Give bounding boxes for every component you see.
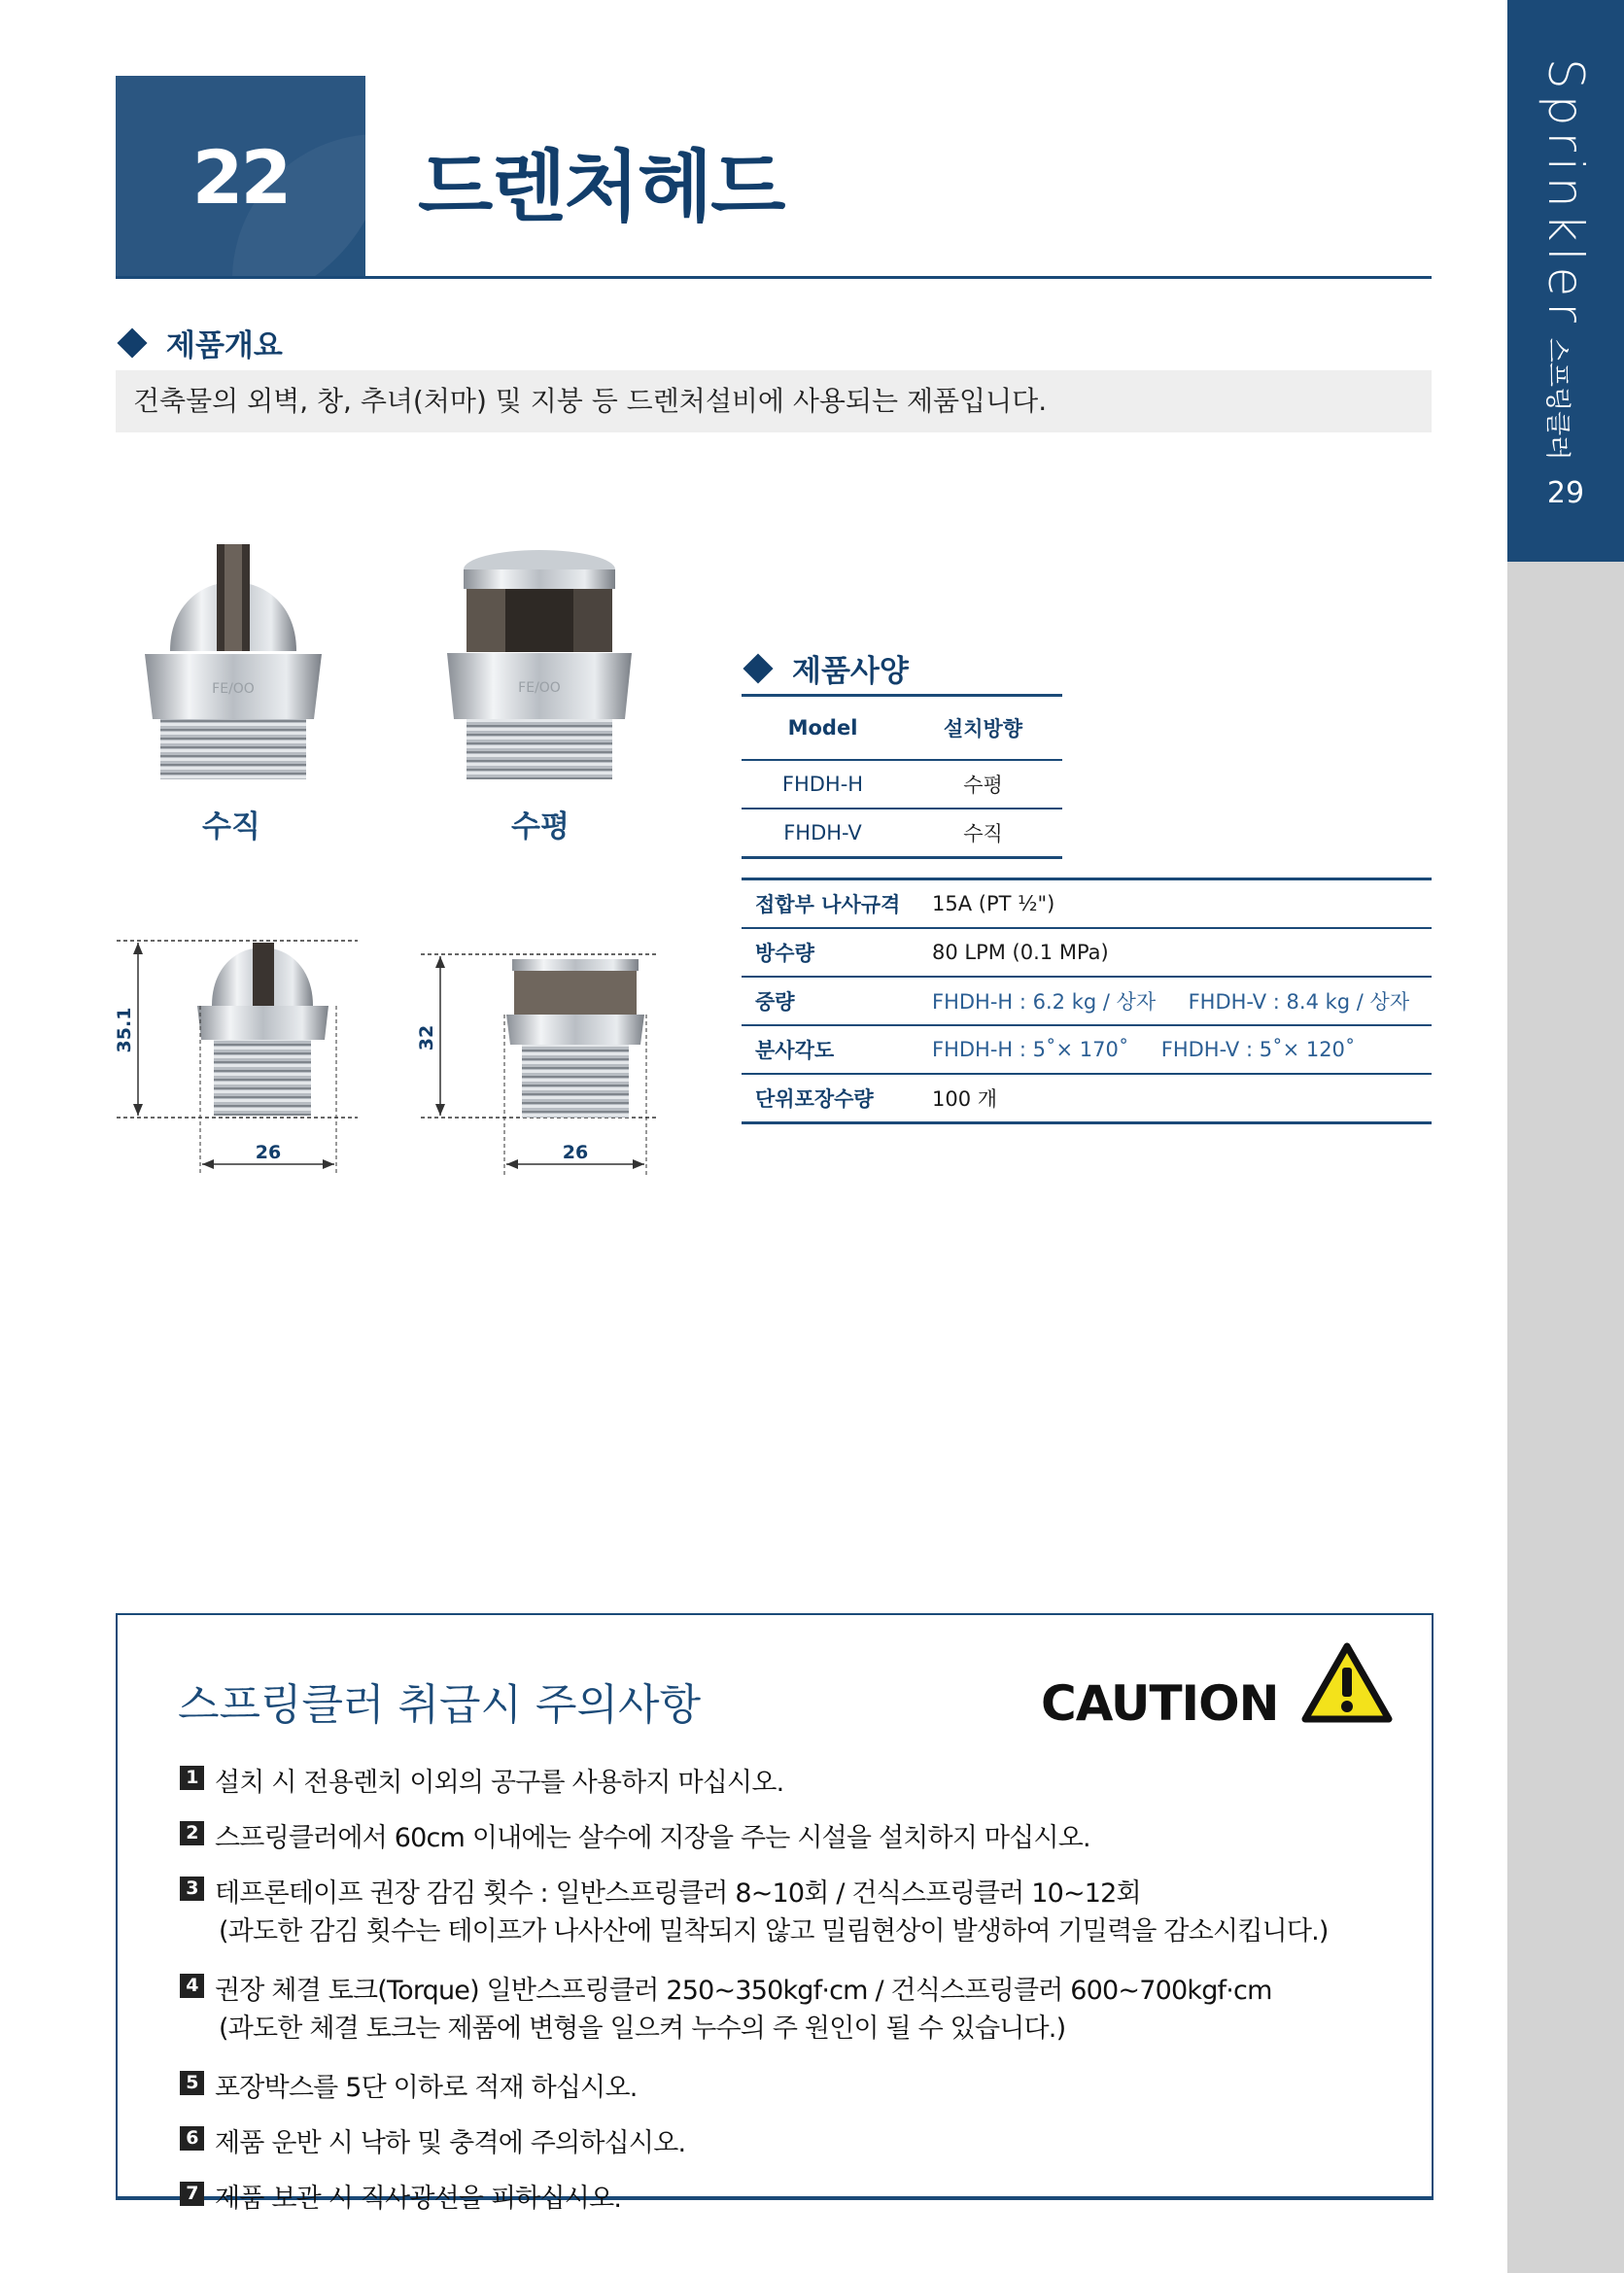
spec-label: 단위포장수량 — [755, 1087, 874, 1111]
spec-heading-text: 제품사양 — [792, 654, 909, 689]
angle-h: FHDH-H : 5˚× 170˚ — [932, 1038, 1129, 1061]
vertical-caption: 수직 — [202, 809, 260, 844]
table-row — [742, 1074, 1432, 1123]
col-model: Model — [787, 716, 858, 740]
warning-triangle-icon — [1301, 1642, 1393, 1724]
table-row — [742, 760, 1062, 809]
vertical-head-photo — [131, 539, 335, 782]
page-number: 29 — [1546, 476, 1585, 510]
weight-v: FHDH-V : 8.4 kg / 상자 — [1188, 990, 1410, 1014]
model-cell: FHDH-V — [783, 821, 862, 844]
horizontal-width-dim: 26 — [562, 1142, 589, 1163]
spec-label: 중량 — [755, 990, 795, 1014]
col-direction: 설치방향 — [943, 717, 1023, 740]
table-row — [742, 928, 1432, 977]
diamond-bullet-icon — [117, 327, 147, 358]
table-row — [742, 977, 1432, 1025]
spec-value — [931, 1025, 1432, 1074]
model-table-header — [742, 696, 1062, 761]
spec-value: 15A (PT ½") — [932, 892, 1055, 915]
chapter-number-box — [116, 76, 365, 278]
horizontal-caption: 수평 — [511, 809, 570, 844]
spec-label: 분사각도 — [755, 1039, 835, 1062]
vertical-width-dim: 26 — [255, 1142, 282, 1163]
spec-detail-table — [742, 878, 1432, 1124]
sidebar-title-en: Sprinkler — [1538, 58, 1594, 328]
sidebar-gray-band — [1507, 562, 1624, 2273]
horizontal-dimension-drawing — [413, 947, 666, 1181]
model-table — [742, 694, 1062, 859]
weight-h: FHDH-H : 6.2 kg / 상자 — [932, 990, 1157, 1014]
list-item: 1 설치 시 전용렌치 이외의 공구를 사용하지 마십시오. — [180, 1761, 1395, 1799]
vertical-height-dim: 35.1 — [114, 1007, 135, 1053]
direction-cell: 수직 — [963, 822, 1003, 845]
spec-heading — [742, 646, 909, 690]
model-cell: FHDH-H — [781, 773, 864, 796]
angle-v: FHDH-V : 5˚× 120˚ — [1160, 1038, 1356, 1061]
table-row — [742, 809, 1062, 858]
brand-mark: FE/OO — [518, 680, 561, 696]
caution-title: 스프링클러 취급시 주의사항 — [178, 1680, 702, 1730]
caution-list — [180, 1761, 1395, 2215]
list-item: 4 권장 체결 토크(Torque) 일반스프링클러 250~350kgf·cm / 건식스프링클러 600~700kgf·cm (과도한 체결 토크는 제품에 변형을 일으켜 누수의 주 원인이 될 수 있습니다.) — [180, 1969, 1395, 2045]
table-row — [742, 879, 1432, 929]
overview-text: 건축물의 외벽, 창, 추녀(처마) 및 지붕 등 드렌처설비에 사용되는 제품입니다. — [116, 370, 1432, 432]
spec-label: 접합부 나사규격 — [755, 893, 901, 916]
caution-word: CAUTION — [1041, 1675, 1279, 1732]
caution-box — [116, 1613, 1434, 2214]
list-item: 3 테프론테이프 권장 감김 횟수 : 일반스프링클러 8~10회 / 건식스프링클러 10~12회 (과도한 감김 횟수는 테이프가 나사산에 밀착되지 않고 밀림현상이 발생하여 기밀력을 감소시킵니다.) — [180, 1872, 1395, 1947]
horizontal-height-dim: 32 — [416, 1024, 437, 1051]
diamond-bullet-icon — [743, 653, 773, 683]
sidebar-title-ko: 스프링클러 — [1542, 337, 1572, 461]
overview-heading — [116, 321, 283, 364]
brand-mark: FE/OO — [212, 681, 255, 697]
table-row — [742, 1025, 1432, 1074]
list-item: 7 제품 보관 시 직사광선을 피하십시오. — [180, 2177, 1395, 2215]
page-title: 드렌처헤드 — [418, 142, 784, 232]
spec-value — [931, 977, 1432, 1025]
spec-label: 방수량 — [755, 942, 814, 965]
direction-cell: 수평 — [963, 774, 1003, 797]
chapter-number: 22 — [191, 133, 290, 221]
overview-heading-text: 제품개요 — [166, 328, 283, 363]
header-rule — [116, 276, 1432, 279]
spec-value: 100 개 — [932, 1087, 998, 1111]
spec-value: 80 LPM (0.1 MPa) — [932, 941, 1109, 964]
vertical-dimension-drawing — [107, 933, 369, 1181]
list-item: 6 제품 운반 시 낙하 및 충격에 주의하십시오. — [180, 2121, 1395, 2159]
horizontal-head-photo — [437, 544, 641, 782]
list-item: 2 스프링클러에서 60cm 이내에는 살수에 지장을 주는 시설을 설치하지 마십시오. — [180, 1816, 1395, 1854]
list-item: 5 포장박스를 5단 이하로 적재 하십시오. — [180, 2066, 1395, 2104]
